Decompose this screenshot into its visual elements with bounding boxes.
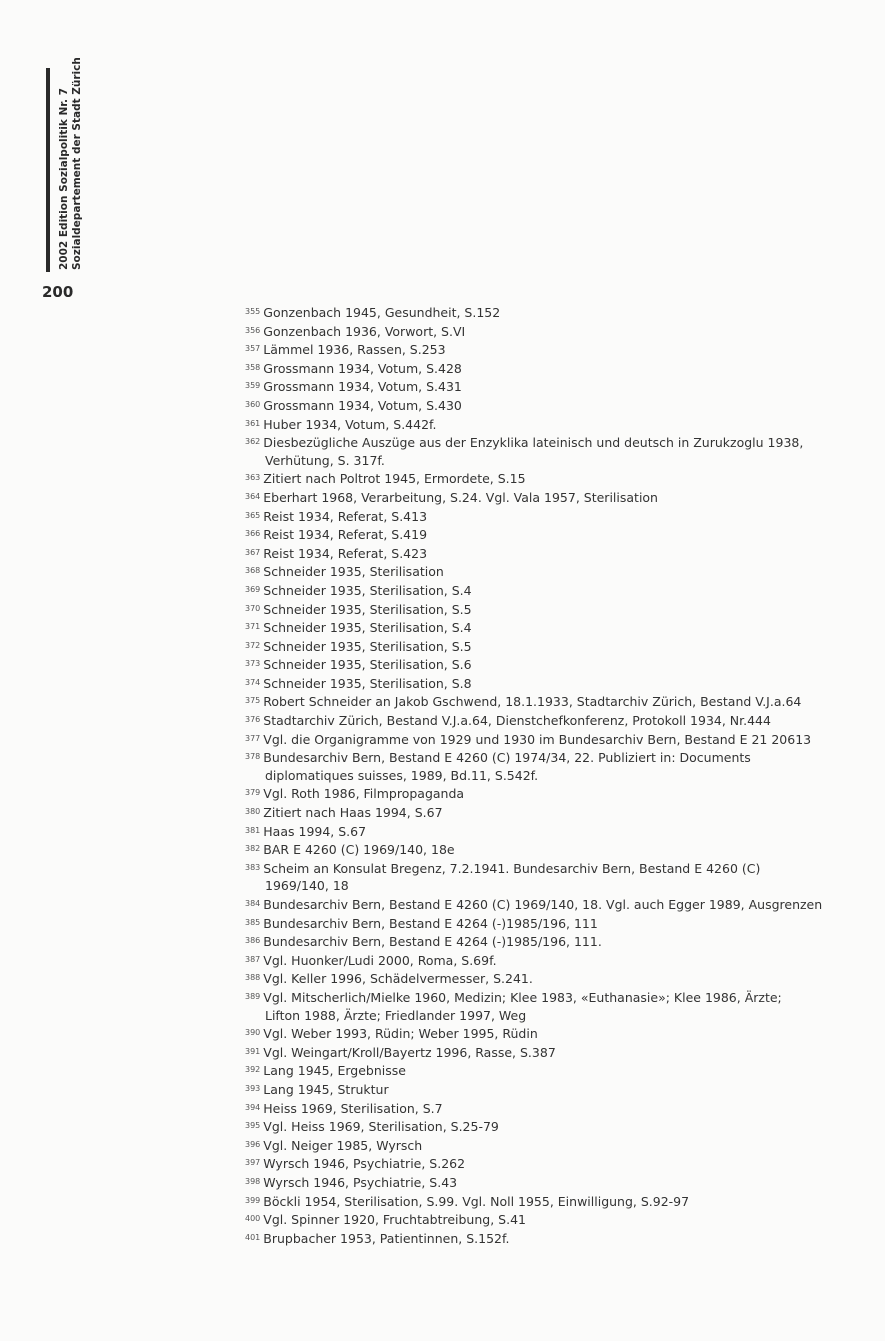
endnote-number: 360 — [245, 399, 261, 409]
endnote-number: 394 — [245, 1102, 261, 1112]
endnote — [245, 1043, 845, 1062]
endnote — [245, 655, 845, 674]
endnote-number: 381 — [245, 825, 261, 835]
running-header — [58, 57, 83, 270]
endnote-number: 382 — [245, 844, 261, 854]
endnote-text: Scheim an Konsulat Bregenz, 7.2.1941. Bundesarchiv Bern, Bestand E 4260 (C) — [263, 860, 761, 876]
endnote-number: 378 — [245, 752, 261, 762]
endnote — [245, 340, 845, 359]
endnote-text: Bundesarchiv Bern, Bestand E 4264 (-)1985/196, 111. — [263, 934, 602, 950]
endnote — [245, 803, 845, 822]
endnote-number: 376 — [245, 715, 261, 725]
endnote — [245, 988, 845, 1024]
endnote — [245, 396, 845, 415]
endnote — [245, 1061, 845, 1080]
endnote-number: 368 — [245, 566, 261, 576]
endnote — [245, 692, 845, 711]
endnote-number: 392 — [245, 1065, 261, 1075]
endnote-text-continued: Lifton 1988, Ärzte; Friedlander 1997, Weg — [265, 1007, 527, 1023]
endnote-number: 380 — [245, 807, 261, 817]
endnote-text: Zitiert nach Haas 1994, S.67 — [263, 805, 443, 821]
endnote — [245, 895, 845, 914]
endnote — [245, 822, 845, 841]
endnote-number: 377 — [245, 733, 261, 743]
endnote-number: 367 — [245, 547, 261, 557]
endnote-number: 374 — [245, 677, 261, 687]
endnote — [245, 507, 845, 526]
endnote-text: Vgl. Keller 1996, Schädelvermesser, S.241. — [263, 971, 533, 987]
endnote-number: 371 — [245, 622, 261, 632]
endnote-text: Vgl. Weingart/Kroll/Bayertz 1996, Rasse, S.387 — [263, 1044, 556, 1060]
endnote-number: 401 — [245, 1232, 261, 1242]
endnote — [245, 1099, 845, 1118]
endnote-text: Vgl. die Organigramme von 1929 und 1930 im Bundesarchiv Bern, Bestand E 21 20613 — [263, 731, 812, 747]
endnote — [245, 1080, 845, 1099]
endnote-text: Reist 1934, Referat, S.413 — [263, 508, 428, 524]
endnote — [245, 1117, 845, 1136]
endnote-text: Huber 1934, Votum, S.442f. — [263, 416, 437, 432]
endnote — [245, 1210, 845, 1229]
endnote-text-continued: 1969/140, 18 — [265, 878, 349, 894]
endnote-number: 355 — [245, 307, 261, 316]
endnote — [245, 618, 845, 637]
endnote-number: 387 — [245, 954, 261, 964]
endnote-text: Grossmann 1934, Votum, S.430 — [263, 397, 462, 413]
endnote-number: 400 — [245, 1214, 261, 1224]
endnote-number: 359 — [245, 381, 261, 391]
endnote-text: Schneider 1935, Sterilisation, S.8 — [263, 675, 472, 691]
endnote-text: Lang 1945, Ergebnisse — [263, 1063, 406, 1079]
endnote — [245, 730, 845, 749]
endnote-number: 388 — [245, 973, 261, 983]
endnote — [245, 784, 845, 803]
page-number: 200 — [42, 283, 74, 301]
endnote-text: Bundesarchiv Bern, Bestand E 4260 (C) 1969/140, 18. Vgl. auch Egger 1989, Ausgrenzen — [263, 897, 823, 912]
endnote — [245, 600, 845, 619]
endnote — [245, 562, 845, 581]
endnote-text: Brupbacher 1953, Patientinnen, S.152f. — [263, 1230, 510, 1246]
endnote — [245, 859, 845, 895]
endnote — [245, 969, 845, 988]
endnote-text: Vgl. Roth 1986, Filmpropaganda — [263, 786, 465, 802]
endnote-number: 373 — [245, 659, 261, 669]
endnote-text: Wyrsch 1946, Psychiatrie, S.43 — [263, 1174, 458, 1190]
header-rule — [46, 68, 50, 272]
endnote — [245, 488, 845, 507]
endnote-text: Vgl. Weber 1993, Rüdin; Weber 1995, Rüdin — [263, 1026, 538, 1042]
endnote-text: Reist 1934, Referat, S.419 — [263, 527, 428, 543]
endnote — [245, 637, 845, 656]
endnote — [245, 1154, 845, 1173]
running-header-line2: Sozialdepartement der Stadt Zürich — [70, 57, 83, 270]
endnote-number: 379 — [245, 788, 261, 798]
endnotes-list — [245, 303, 845, 1247]
endnote — [245, 1173, 845, 1192]
endnote-text: Robert Schneider an Jakob Gschwend, 18.1.1933, Stadtarchiv Zürich, Bestand V.J.a.64 — [263, 694, 802, 710]
endnote — [245, 322, 845, 341]
endnote-text: Schneider 1935, Sterilisation, S.5 — [263, 638, 472, 654]
endnote — [245, 544, 845, 563]
endnote-number: 383 — [245, 862, 261, 872]
endnote — [245, 377, 845, 396]
endnote-text: Schneider 1935, Sterilisation, S.6 — [263, 657, 472, 673]
endnote-text: Vgl. Spinner 1920, Fruchtabtreibung, S.41 — [263, 1212, 526, 1228]
endnote — [245, 303, 845, 322]
endnote-text: Vgl. Neiger 1985, Wyrsch — [263, 1137, 423, 1153]
endnote-number: 396 — [245, 1139, 261, 1149]
endnote-text: Grossmann 1934, Votum, S.428 — [263, 360, 462, 376]
endnote — [245, 840, 845, 859]
endnote-number: 384 — [245, 899, 261, 908]
endnote-number: 365 — [245, 510, 261, 520]
endnote — [245, 581, 845, 600]
endnote-number: 398 — [245, 1176, 261, 1186]
endnote-number: 369 — [245, 584, 261, 594]
endnote-number: 375 — [245, 696, 261, 706]
endnote-text: Heiss 1969, Sterilisation, S.7 — [263, 1100, 443, 1116]
running-header-line1: 2002 Edition Sozialpolitik Nr. 7 — [58, 88, 70, 270]
endnote-number: 393 — [245, 1083, 261, 1093]
endnote — [245, 932, 845, 951]
endnote-text: Schneider 1935, Sterilisation, S.4 — [263, 582, 472, 598]
endnote — [245, 711, 845, 730]
endnote — [245, 415, 845, 434]
endnote-text: Wyrsch 1946, Psychiatrie, S.262 — [263, 1156, 466, 1172]
endnote-text: Schneider 1935, Sterilisation — [263, 564, 444, 580]
endnote-number: 399 — [245, 1195, 261, 1205]
endnote-number: 372 — [245, 640, 261, 650]
endnote-text: Haas 1994, S.67 — [263, 823, 367, 839]
endnote — [245, 1192, 845, 1211]
endnote-number: 361 — [245, 418, 261, 428]
endnote-number: 362 — [245, 437, 261, 447]
endnote-text: Böckli 1954, Sterilisation, S.99. Vgl. Noll 1955, Einwilligung, S.92-97 — [263, 1193, 690, 1209]
endnote-number: 356 — [245, 325, 261, 335]
endnote — [245, 748, 845, 784]
endnote — [245, 525, 845, 544]
endnote-text: Lang 1945, Struktur — [263, 1081, 389, 1097]
endnote — [245, 433, 845, 469]
endnote-number: 390 — [245, 1028, 261, 1038]
endnote — [245, 914, 845, 933]
endnote-text: Gonzenbach 1945, Gesundheit, S.152 — [263, 305, 501, 320]
endnote — [245, 951, 845, 970]
endnote-text: Schneider 1935, Sterilisation, S.4 — [263, 620, 472, 636]
endnote-text: Vgl. Huonker/Ludi 2000, Roma, S.69f. — [263, 952, 497, 968]
endnote-text: Eberhart 1968, Verarbeitung, S.24. Vgl. Vala 1957, Sterilisation — [263, 489, 658, 505]
endnote-text: Lämmel 1936, Rassen, S.253 — [263, 342, 446, 358]
endnote-number: 370 — [245, 603, 261, 613]
endnote-number: 389 — [245, 991, 261, 1001]
endnote-text: BAR E 4260 (C) 1969/140, 18e — [263, 842, 455, 858]
endnote-number: 357 — [245, 344, 261, 354]
endnote-text: Bundesarchiv Bern, Bestand E 4264 (-)1985/196, 111 — [263, 915, 598, 931]
endnote-text: Zitiert nach Poltrot 1945, Ermordete, S.15 — [263, 471, 526, 487]
endnote — [245, 1229, 845, 1248]
endnote-number: 397 — [245, 1158, 261, 1168]
endnote-text-continued: Verhütung, S. 317f. — [265, 452, 385, 468]
endnote — [245, 469, 845, 488]
endnote-text: Diesbezügliche Auszüge aus der Enzyklika lateinisch und deutsch in Zurukzoglu 1938, — [263, 435, 804, 451]
endnote-text: Stadtarchiv Zürich, Bestand V.J.a.64, Dienstchefkonferenz, Protokoll 1934, Nr.444 — [263, 713, 771, 729]
endnote-number: 366 — [245, 529, 261, 539]
endnote-number: 385 — [245, 917, 261, 927]
endnote-number: 395 — [245, 1121, 261, 1131]
endnote — [245, 1136, 845, 1155]
endnote-text: Bundesarchiv Bern, Bestand E 4260 (C) 1974/34, 22. Publiziert in: Documents — [263, 750, 751, 766]
endnote-text: Vgl. Mitscherlich/Mielke 1960, Medizin; Klee 1983, «Euthanasie»; Klee 1986, Ärzte; — [263, 989, 782, 1005]
endnote-text: Vgl. Heiss 1969, Sterilisation, S.25-79 — [263, 1119, 499, 1135]
endnote — [245, 359, 845, 378]
endnote-number: 363 — [245, 473, 261, 483]
endnote-number: 386 — [245, 936, 261, 946]
endnote-text-continued: diplomatiques suisses, 1989, Bd.11, S.542f. — [265, 767, 539, 783]
endnote — [245, 1024, 845, 1043]
endnote-number: 358 — [245, 362, 261, 372]
endnote-text: Reist 1934, Referat, S.423 — [263, 545, 428, 561]
endnote-text: Schneider 1935, Sterilisation, S.5 — [263, 601, 472, 617]
endnote-number: 364 — [245, 491, 261, 501]
endnote-text: Gonzenbach 1936, Vorwort, S.VI — [263, 323, 466, 339]
endnote-text: Grossmann 1934, Votum, S.431 — [263, 379, 462, 395]
endnote — [245, 674, 845, 693]
endnote-number: 391 — [245, 1046, 261, 1056]
